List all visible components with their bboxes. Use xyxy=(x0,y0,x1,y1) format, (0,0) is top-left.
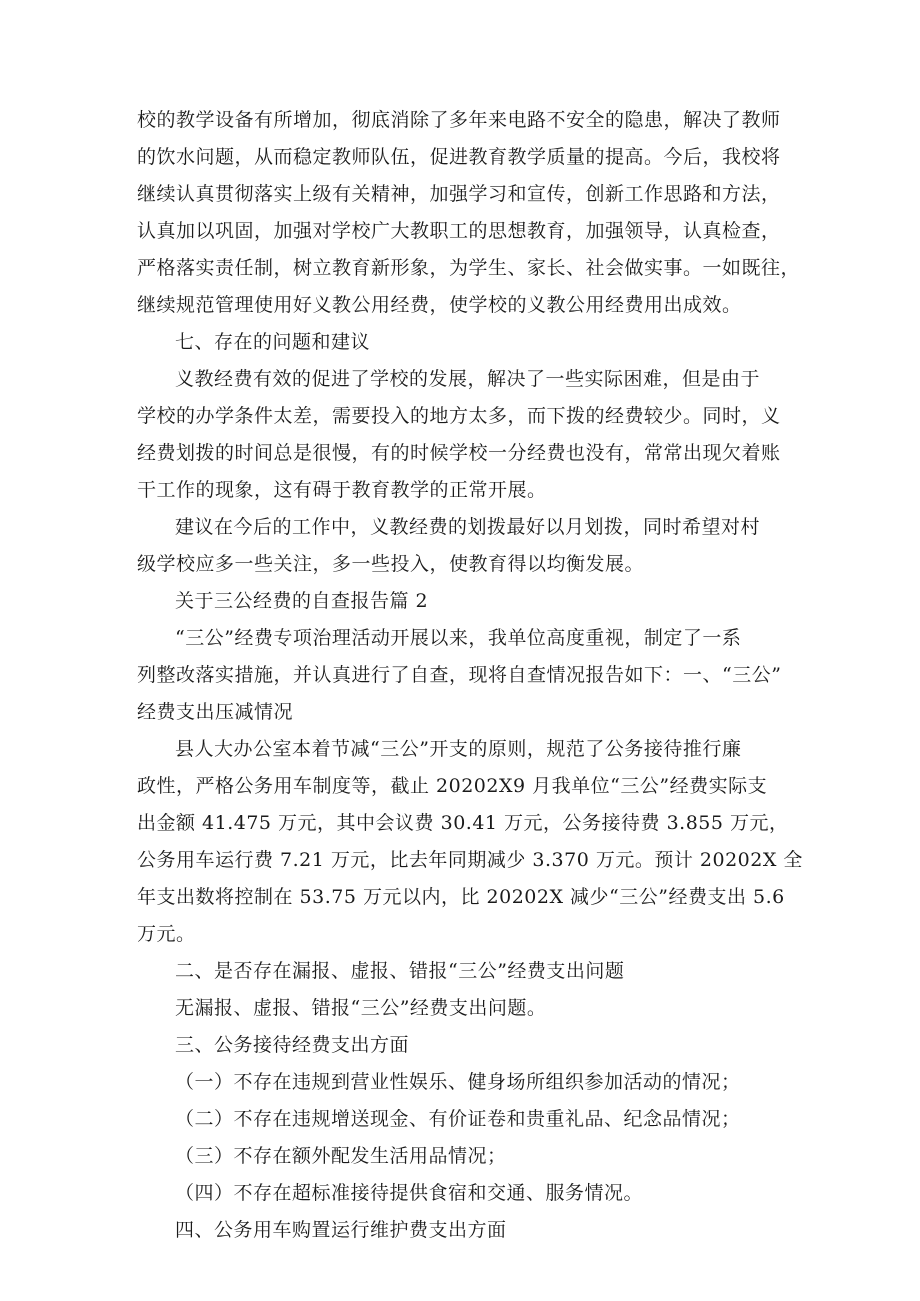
section-heading: 二、是否存在漏报、虚报、错报“三公”经费支出问题 xyxy=(175,960,625,982)
text-line: 干工作的现象，这有碍于教育教学的正常开展。 xyxy=(137,479,547,501)
list-item: （四）不存在超标准接待提供食宿和交通、服务情况。 xyxy=(175,1182,644,1204)
text-line: 继续认真贯彻落实上级有关精神，加强学习和宣传，创新工作思路和方法， xyxy=(137,183,781,205)
text-line: 出金额 41.475 万元，其中会议费 30.41 万元，公务接待费 3.855 万元， xyxy=(137,812,789,834)
section-heading: 四、公务用车购置运行维护费支出方面 xyxy=(175,1219,507,1241)
section-heading: 七、存在的问题和建议 xyxy=(175,331,371,353)
text-line: 公务用车运行费 7.21 万元，比去年同期减少 3.370 万元。预计 20202X 全 xyxy=(137,849,803,871)
text-line: 继续规范管理使用好义教公用经费，使学校的义教公用经费用出成效。 xyxy=(137,294,742,316)
text-line: 县人大办公室本着节减“三公”开支的原则，规范了公务接待推行廉 xyxy=(175,738,742,760)
text-line: 认真加以巩固，加强对学校广大教职工的思想教育，加强领导，认真检查， xyxy=(137,220,781,242)
text-line: 建议在今后的工作中，义教经费的划拨最好以月划拨，同时希望对村 xyxy=(175,516,761,538)
text-line: 政性，严格公务用车制度等，截止 20202X9 月我单位“三公”经费实际支 xyxy=(137,775,768,797)
text-line: 年支出数将控制在 53.75 万元以内，比 20202X 减少“三公”经费支出 5.6 xyxy=(137,886,785,908)
text-line: 万元。 xyxy=(137,923,196,945)
text-line: 列整改落实措施，并认真进行了自查，现将自查情况报告如下：一、“三公” xyxy=(137,664,782,686)
section-heading: 三、公务接待经费支出方面 xyxy=(175,1034,410,1056)
list-item: （一）不存在违规到营业性娱乐、健身场所组织参加活动的情况； xyxy=(175,1071,741,1093)
text-line: 义教经费有效的促进了学校的发展，解决了一些实际困难，但是由于 xyxy=(175,368,761,390)
report-title: 关于三公经费的自查报告篇 2 xyxy=(175,590,429,612)
text-line: 经费支出压减情况 xyxy=(137,701,294,723)
text-line: 级学校应多一些关注，多一些投入，使教育得以均衡发展。 xyxy=(137,553,645,575)
text-line: 学校的办学条件太差，需要投入的地方太多，而下拨的经费较少。同时，义 xyxy=(137,405,781,427)
text-line: 无漏报、虚报、错报“三公”经费支出问题。 xyxy=(175,997,547,1019)
text-line: 严格落实责任制，树立教育新形象，为学生、家长、社会做实事。一如既往， xyxy=(137,257,801,279)
text-line: 经费划拨的时间总是很慢，有的时候学校一分经费也没有，常常出现欠着账 xyxy=(137,442,781,464)
text-line: 校的教学设备有所增加，彻底消除了多年来电路不安全的隐患，解决了教师 xyxy=(137,109,781,131)
list-item: （二）不存在违规增送现金、有价证卷和贵重礼品、纪念品情况； xyxy=(175,1108,741,1130)
text-line: “三公”经费专项治理活动开展以来，我单位高度重视，制定了一系 xyxy=(175,627,742,649)
text-line: 的饮水问题，从而稳定教师队伍，促进教育教学质量的提高。今后，我校将 xyxy=(137,146,781,168)
list-item: （三）不存在额外配发生活用品情况； xyxy=(175,1145,507,1167)
